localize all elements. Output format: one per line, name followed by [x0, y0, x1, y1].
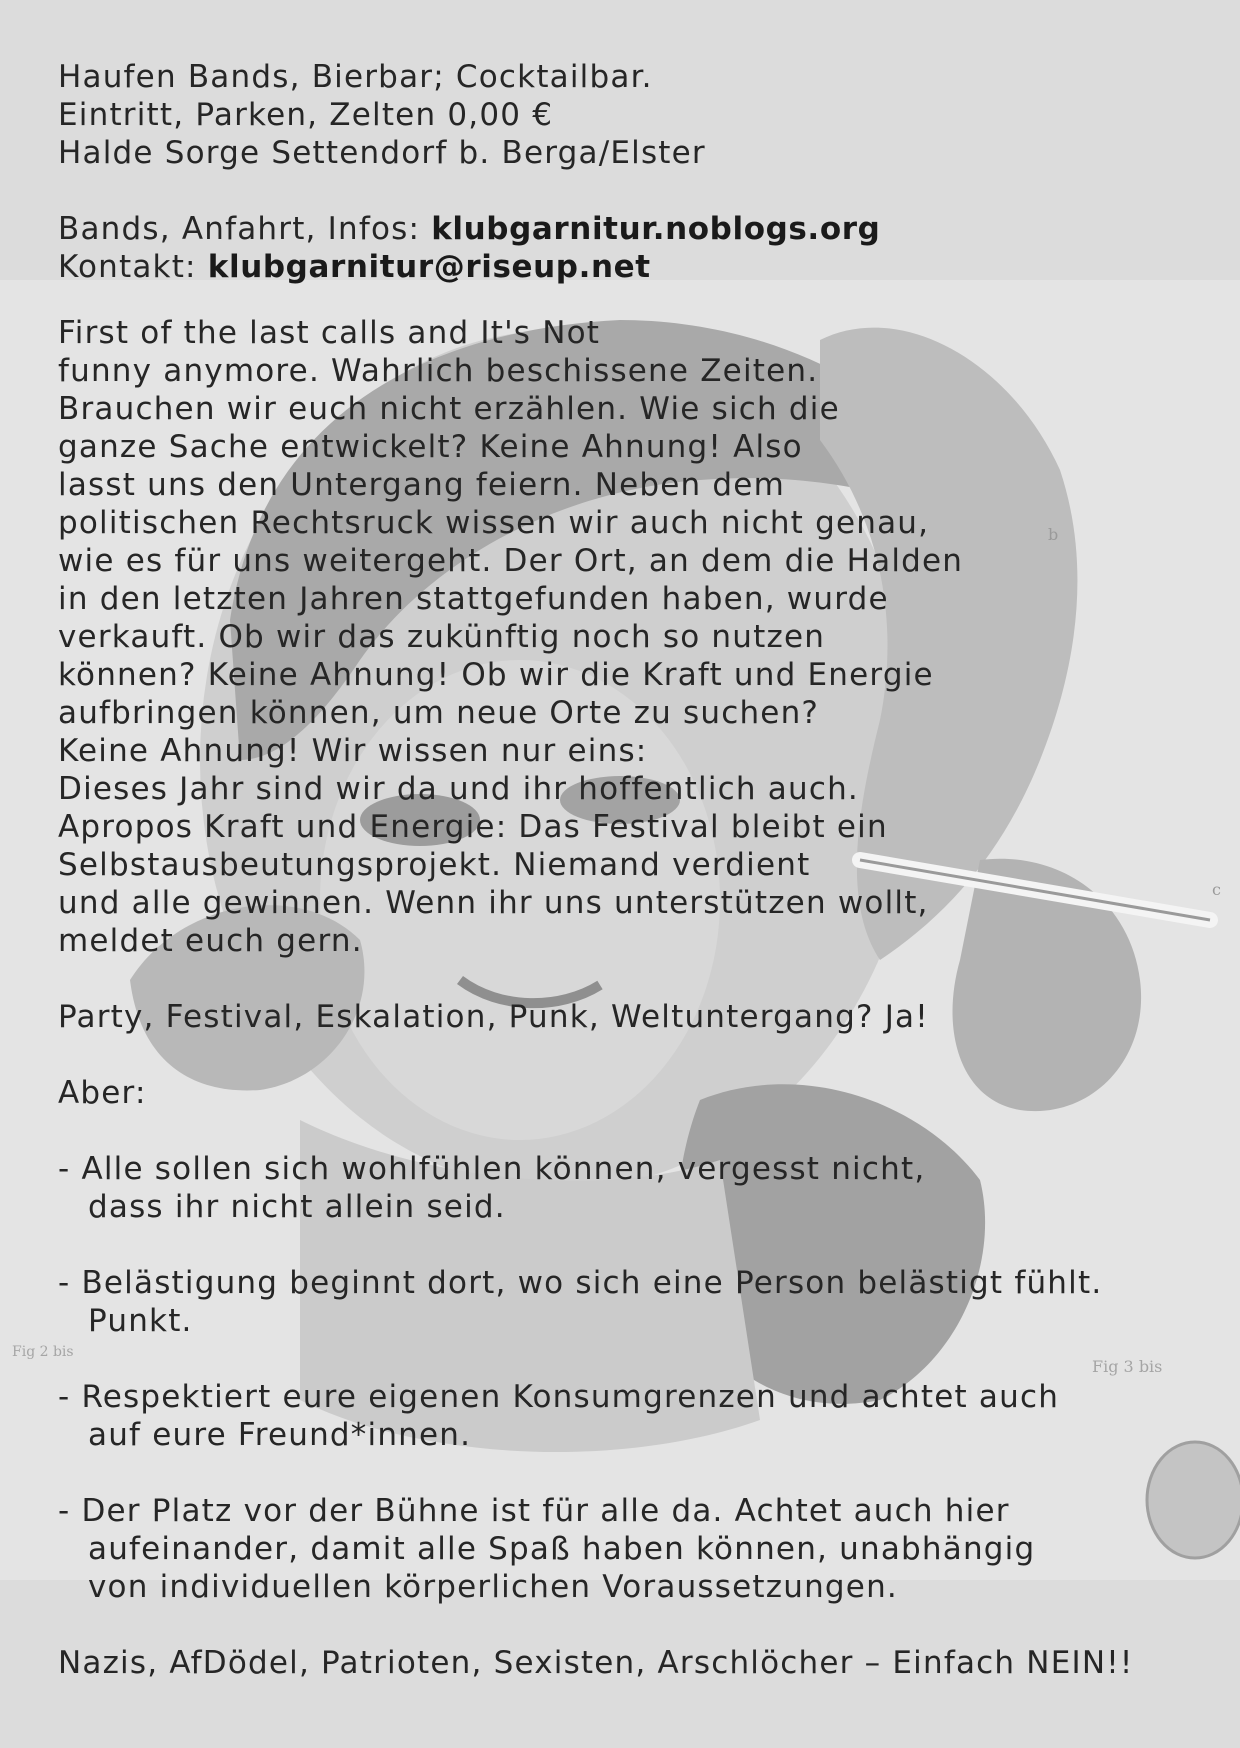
header-line-location: Halde Sorge Settendorf b. Berga/Elster [58, 135, 706, 171]
infos-link[interactable]: klubgarnitur.noblogs.org [431, 211, 881, 247]
body-line: meldet euch gern. [58, 923, 363, 959]
rule-item [58, 1492, 1208, 1606]
flyer-text [58, 58, 1208, 1682]
body-line: First of the last calls and It's Not [58, 315, 601, 351]
header-line-bands: Haufen Bands, Bierbar; Cocktailbar. [58, 59, 653, 95]
rule-first-line: - Respektiert eure eigenen Konsumgrenzen und achtet auch [58, 1379, 1060, 1415]
rule-first-line: - Der Platz vor der Bühne ist für alle da. Achtet auch hier [58, 1493, 1010, 1529]
rule-continuation-line: aufeinander, damit alle Spaß haben können, unabhängig [88, 1531, 1036, 1567]
body-text [58, 314, 1208, 960]
body-line: können? Keine Ahnung! Ob wir die Kraft und Energie [58, 657, 934, 693]
figure-label-b: b [1048, 525, 1059, 544]
rule-continuation-line: auf eure Freund*innen. [88, 1417, 472, 1453]
body-line: wie es für uns weitergeht. Der Ort, an dem die Halden [58, 543, 964, 579]
closing-line: Nazis, AfDödel, Patrioten, Sexisten, Arschlöcher – Einfach NEIN!! [58, 1645, 1134, 1681]
body-line: in den letzten Jahren stattgefunden haben, wurde [58, 581, 889, 617]
rule-item [58, 1150, 1208, 1226]
rule-continuation-line: Punkt. [88, 1303, 193, 1339]
body-line: ganze Sache entwickelt? Keine Ahnung! Also [58, 429, 803, 465]
rule-item [58, 1264, 1208, 1340]
rules-list [58, 1150, 1208, 1644]
body-line: und alle gewinnen. Wenn ihr uns unterstützen wollt, [58, 885, 929, 921]
contact-line [58, 248, 1208, 286]
body-line: funny anymore. Wahrlich beschissene Zeiten. [58, 353, 819, 389]
party-line: Party, Festival, Eskalation, Punk, Weltuntergang? Ja! [58, 999, 929, 1035]
rule-first-line: - Alle sollen sich wohlfühlen können, vergesst nicht, [58, 1151, 926, 1187]
body-line: Keine Ahnung! Wir wissen nur eins: [58, 733, 648, 769]
rule-item [58, 1378, 1208, 1454]
figure-label-fig2: Fig 2 bis [12, 1344, 74, 1360]
figure-label-fig3: Fig 3 bis [1092, 1357, 1163, 1376]
body-line: verkauft. Ob wir das zukünftig noch so nutzen [58, 619, 826, 655]
body-line: Brauchen wir euch nicht erzählen. Wie sich die [58, 391, 840, 427]
infos-label: Bands, Anfahrt, Infos: [58, 211, 432, 247]
body-line: Selbstausbeutungsprojekt. Niemand verdient [58, 847, 811, 883]
contact-email[interactable]: klubgarnitur@riseup.net [207, 249, 651, 285]
aber-heading: Aber: [58, 1075, 147, 1111]
rule-continuation-line: dass ihr nicht allein seid. [88, 1189, 506, 1225]
infos-line [58, 210, 1208, 248]
contact-label: Kontakt: [58, 249, 208, 285]
body-line: Apropos Kraft und Energie: Das Festival bleibt ein [58, 809, 888, 845]
header-line-entry: Eintritt, Parken, Zelten 0,00 € [58, 97, 554, 133]
body-line: Dieses Jahr sind wir da und ihr hoffentlich auch. [58, 771, 859, 807]
body-line: aufbringen können, um neue Orte zu suchen? [58, 695, 820, 731]
body-line: lasst uns den Untergang feiern. Neben dem [58, 467, 785, 503]
body-line: politischen Rechtsruck wissen wir auch nicht genau, [58, 505, 930, 541]
rule-first-line: - Belästigung beginnt dort, wo sich eine Person belästigt fühlt. [58, 1265, 1103, 1301]
rule-continuation-line: von individuellen körperlichen Voraussetzungen. [88, 1569, 898, 1605]
figure-label-c: c [1212, 880, 1221, 899]
